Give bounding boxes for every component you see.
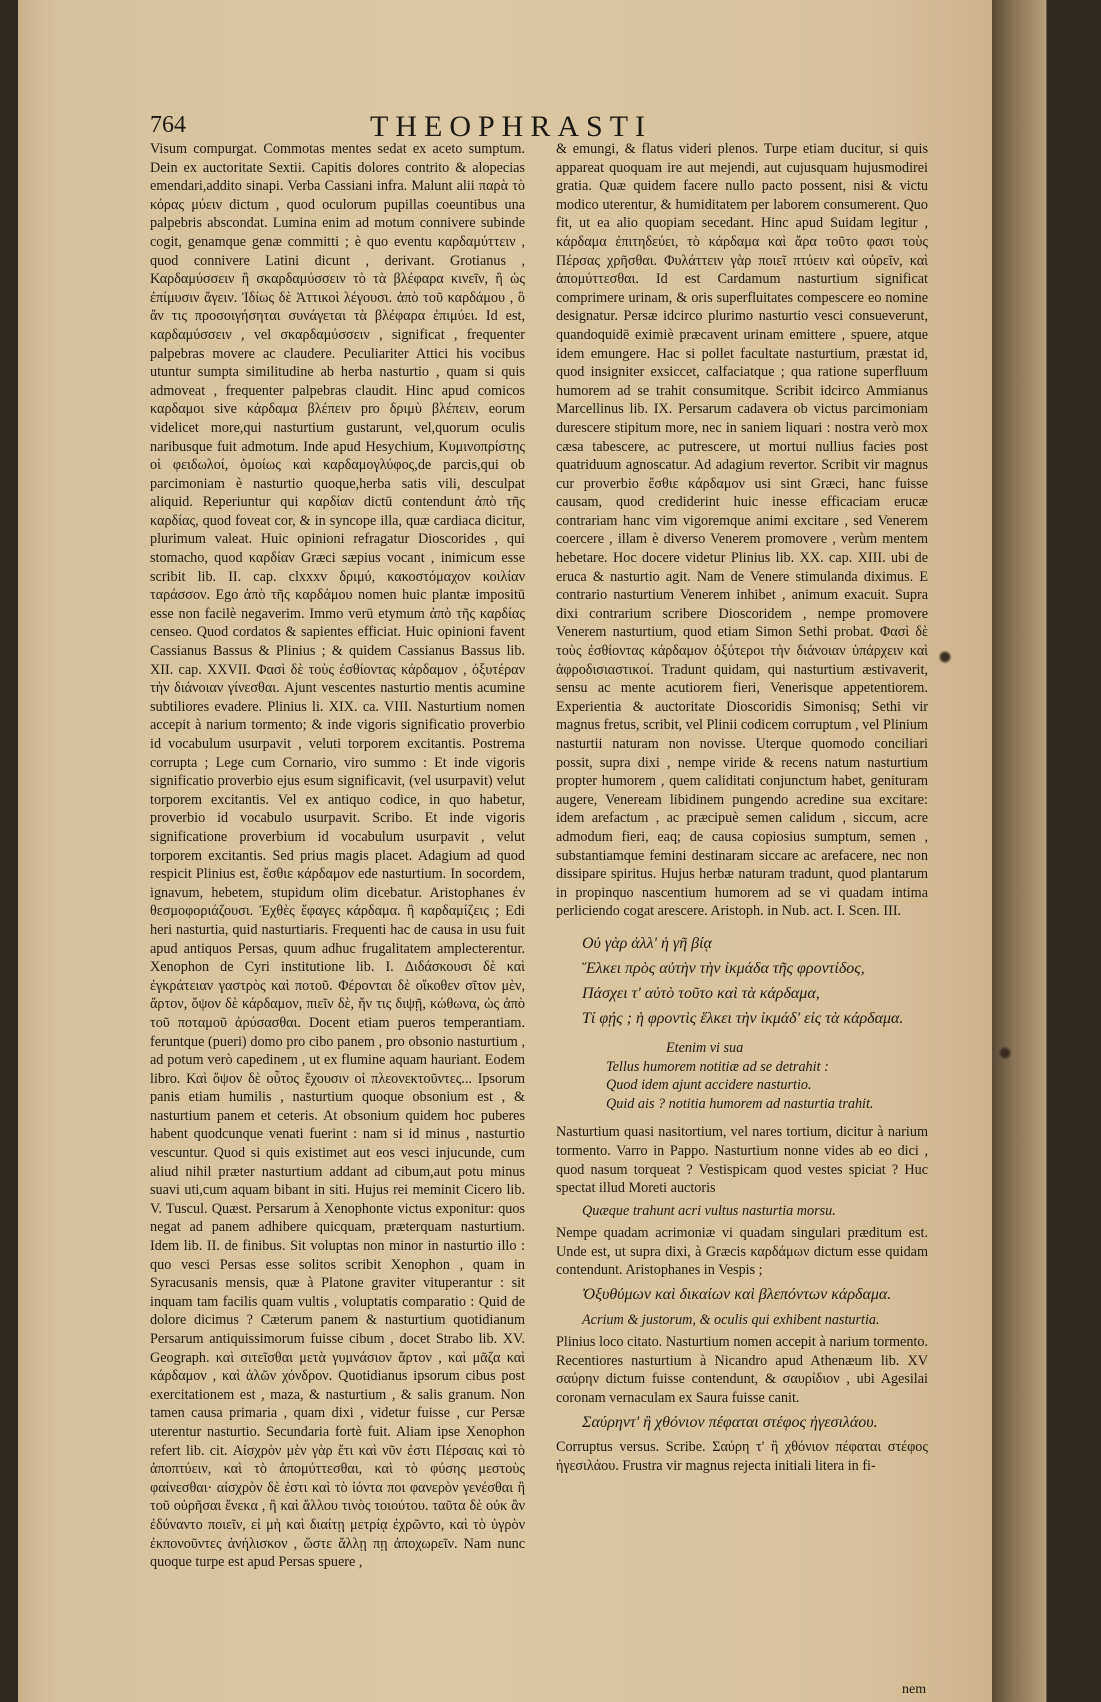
ink-blot: [938, 650, 952, 664]
latin-verse-head: Etenim vi sua: [666, 1039, 744, 1056]
latin-verse-line: Tellus humorem notitiæ ad se detrahit :: [606, 1058, 829, 1075]
nicander-greek-line: Σαύρηντ' ἢ χθόνιον πέφαται στέφος ἠγεσιλάου.: [582, 1413, 878, 1431]
pliny-paragraph: Plinius loco citato. Nasturtium nomen accepit à narium tormento. Recentiores nasturtium à Nicandro apud Athenæum lib. XV σαύρην dictum fuisse contendunt, & σαυρίδιον , ubi Agesilai coronam vernaculam ex Saura fuisse canit.: [556, 1334, 928, 1407]
latin-verse: [606, 1039, 928, 1113]
closing-paragraph: Corruptus versus. Scribe. Σαύρη τ' ἢ χθόνιον πέφαται στέφος ἠγεσιλάου. Frustra vir magnus rejecta initiali litera in fi-: [556, 1439, 928, 1474]
acrimony-paragraph: Nempe quadam acrimoniæ vi quadam singulari præditum est. Unde est, ut supra dixi, à Græcis καρδάμων dictum esse quidam contendunt. Aristophanes in Vespis ;: [556, 1225, 928, 1279]
running-title: THEOPHRASTI: [370, 110, 653, 143]
greek-verse-line: Τί φῄς ; ἡ φροντὶς ἕλκει τὴν ἰκμάδ' εἰς τὰ κάρδαμα.: [582, 1009, 904, 1027]
latin-verse-line: Quid ais ? notitia humorem ad nasturtia trahit.: [606, 1095, 874, 1112]
nasturtium-etymology-paragraph: Nasturtium quasi nasitortium, vel nares tortium, dicitur à narium tormento. Varro in Pappo. Nasturtium nonne vides ab eo dici , quod nasum torqueat ? Vestispicam quod vestes spiciat ? Huc spectat illud Moreti auctoris: [556, 1124, 928, 1197]
greek-verse-line: Ἕλκει πρὸς αὐτὴν τὴν ἰκμάδα τῆς φροντίδος,: [582, 959, 865, 977]
moretum-quote: Quæque trahunt acri vultus nasturtia morsu.: [582, 1202, 836, 1219]
right-intro-text: & emungi, & flatus videri plenos. Turpe etiam ducitur, si quis appareat quoquam ire aut mejendi, aut cujusquam hujusmodirei gratia. Quæ quidem facere nullo pacto possent, nisi & victu modico uterentur, & humiditatem per laborem consumerent. Quo fit, ut ea alio quopiam secedant. Hinc apud Suidam legitur , κάρδαμα ἐπιτηδεύει, τὸ κάρδαμα καὶ ἄρα τοῦτο φασι τοὺς Πέρσας χρῆσθαι. Φυλάττειν γὰρ ποιεῖ πτύειν καὶ οὐρεῖν, καὶ ἀπομύττεσθαι. Id est Cardamum nasturtium significat comprimere urinam, & oris superfluitates compescere eo nomine designatur. Persæ idcirco plurimo nasturtio vesci consueverunt, quandoquidē eximiè præcavent urinam emittere , spuere, atque idem emungere. Hac si pollet facultate nasturtium, præstat id, quod insigniter exsiccet, calfaciatque ; qua ratione superfluum humorem ad se trahit consumitque. Scribit idcirco Ammianus Marcellinus lib. IX. Persarum cadavera ob victus parcimoniam durescere stipitum more, nec in saniem liquari : nostra verò mox cæsa tabescere, ac putrescere, ut mortui nullius facies post quatriduum agnoscatur. Ad adagium revertor. Scribit vir magnus cur proverbio ἔσθιε κάρδαμον usi sint Græci, hanc fuisse causam, quod crediderint huic inesse efficaciam erucæ contrariam hanc vim vigoremque animi excitare , sed Venerem coercere , illam è diverso Venerem promovere , verùm mentem hebetare. Hoc docere videtur Plinius lib. XX. cap. XIII. ubi de eruca & nasturtio agit. Nam de Venere stimulanda diximus. E contrario nasturtium Venerem inhibet , animum exacuit. Supra dixi contrarium scribere Dioscoridem , nempe promovere Venerem nasturtium, quod etiam Simon Sethi probat. Φασὶ δὲ τοὺς ἐσθίοντας κάρδαμον ὀξύτεροι τὴν διάνοιαν ὑπάρχειν καὶ ἀφροδισιαστικοί. Tradunt quidam, qui nasturtium æstivaverit, sensu ac mente acutiorem fieri, Venerisque appetentiorem. Experientia & auctoritate Dioscoridis Simonisq; Sethi vir magnus fretus, scribit, vel Plinii codicem corruptum , vel Plinium nasturtii naturam non novisse. Uterque quomodo conciliari possit, supra dixi , nempe viride & recens natum nasturtium propter humorem , quem caliditati conjunctum habet, genituram augere, Veneream libidinem pungendo acredine sua excitare: idem arefactum , ac præcipuè semen calidum , siccum, acre admodum fieri, eaq; de causa copiosius sumptum, semen , substantiamque femini destinaram siccare ac arefacere, nec non dissipare spiritus. Hujus herbæ naturam tradunt, quod plantarum in propinquo nascentium humorem ad se vi quadam intima perliciendo cogat arescere. Aristoph. in Nub. act. I. Scen. III.: [556, 141, 928, 920]
catchword: nem: [902, 1682, 927, 1697]
page-number: 764: [150, 112, 186, 138]
left-column-text: Visum compurgat. Commotas mentes sedat ex aceto sumptum. Dein ex auctoritate Sextii. Capitis dolores contrito & alopecias emendari,addito sinapi. Verba Cassiani infra. Malunt alii παρὰ τὸ κόρας μύειν dictum , quod oculorum pupillas coeuntibus una palpebris abscondat. Lumina enim ad motum connivere subinde cogit, genamque genæ committi ; è quo eventu καρδαμύττειν , quod connivere Latini dicunt , derivant. Grotianus , Καρδαμύσσειν ἢ σκαρδαμύσσειν τὸ τὰ βλέφαρα κινεῖν, ἢ ὡς ἐπίμυσιν ἄγειν. Ἰδίως δὲ Ἀττικοὶ λέγουσι. ἀπὸ τοῦ καρδάμου , ὃ ἄν τις προσοιγήσηται συνάγεται τὰ βλέφαρα ἐπιμύει. Id est, καρδαμύσσειν , vel σκαρδαμύσσειν , significat , frequenter palpebras movere ac claudere. Peculiariter Attici his vocibus utuntur sumpta similitudine ab herba nasturtio , quam si quis admoveat , frequenter palpebras claudit. Hinc apud comicos καρδαμοι sive κάρδαμα βλέπειν pro δριμὺ βλέπειν, eorum videlicet more,qui nasturtium gustarunt, vel,quorum oculis naribusque fuit admotum. Inde apud Hesychium, Κυμινοπρίστης οἱ φειδωλοί, ὁμοίως καὶ καρδαμογλύφος,de parcis,qui ob parcimoniam è nasturtio quoque,herba satis vili, desculpat aliquid. Reperiuntur qui καρδίαν dictū contendunt ἀπὸ τῆς καρδίας, quod foveat cor, & in syncope illa, quæ cardiaca dicitur, plurimum valeat. Huic opinioni refragatur Dioscorides , qui stomacho, quod καρδίαν Græci sæpius vocant , inimicum esse scribit lib. II. cap. clxxxv δριμύ, κακοστόμαχον κοιλίαν ταράσσον. Ego ἀπὸ τῆς καρδάμου nomen huic plantæ impositū esse non facilè negaverim. Immo verū etymum ἀπὸ τῆς καρδίας censeo. Quod cordatos & sapientes efficiat. Huic opinioni favent Cassianus Bassus & Plinius ; & quidem Cassianus Bassus lib. XII. cap. XXVII. Φασὶ δὲ τοὺς ἐσθίοντας κάρδαμον , ὀξυτέραν τὴν διάνοιαν γίνεσθαι. Ajunt vescentes nasturtio mentis acumine subtiliores evadere. Plinius li. XIX. ca. VIII. Nasturtium nomen accepit à narium tormento; & inde vigoris significatio proverbio id vocabulum usurpavit , veluti torporem excitantis. Postrema corrupta ; Lege cum Cornario, viro summo : Et inde vigoris significatio proverbio ejus esum significavit, (vel usurpavit) velut torporem excitantis. Vel ex antiquo codice, in quo habetur, proverbio id vocabulo usurpavit. Scribo. Et inde vigoris significatione proverbium id vocabulum usurpavit , velut torporem excitantis. Sed prius magis placet. Adagium ad quod respicit Plinius est, ἔσθιε κάρδαμον ede nasturtium. In socordem, ignavum, hebetem, stupidum olim dicebatur. Aristophanes ἐν θεσμοφοριάζουσι. Ἐχθὲς ἔφαγες κάρδαμα. ἢ καρδαμίζεις ; Edi heri nasturtia, quid nasturtiaris. Frequenti hac de causa in usu fuit apud antiquos Persas, quum adhuc frugalitatem amplecterentur. Xenophon de Cyri institutione lib. I. Διδάσκουσι δὲ καὶ ἐγκράτειαν γαστρὸς καὶ ποτοῦ. Φέρονται δὲ οἴκοθεν σῖτον μὲν, ἄρτον, ὄψον δὲ κάρδαμον, πιεῖν δὲ, ἤν τις διψῇ, κώθωνα, ὡς ἀπὸ τοῦ ποταμοῦ ἀρύσασθαι. Docent etiam pueros temperantiam. feruntque (pueri) domo pro cibo panem , pro obsonio nasturtium , ad potum verò capedinem , ut ex flumine aquam hauriant. Eodem libro. Καὶ ὄψον δὲ οὗτος ἔχουσιν οἱ πλεονεκτοῦντες... Ipsorum panis etiam humilis , nasturtium quoque obsonium est , & nasturtium panem et ceteris. At obsonium quidem hoc puberes habent quodcunque venati fuerint : nam si id minus , nasturtio vescuntur. Quod si quis existimet aut eos vesci injucunde, cum aliud nihil præter nasturtium addant ad cibum,aut potu minus suavi uti,cum aquam bibant in siti. Hujus rei meminit Cicero lib. V. Tuscul. Quæst. Persarum à Xenophonte victus exponitur: quos negat ad panem adhibere quicquam, præterquam nasturtium. Idem lib. II. de finibus. Sit voluptas non minor in nasturtio illo : quo vesci Persas esse solitos scribit Xenophon , quam in Syracusanis mensis, quæ à Platone graviter vituperantur : sit inquam tam facilis quam vultis , voluptatis comparatio : Quid de dolore dicimus ? Cæterum panem & nasturtium quotidianum Persarum antiquissimorum fuisse cibum , docet Strabo lib. XV. Geograph. καὶ σιτεῖσθαι μετὰ γυμνάσιον ἄρτον , καὶ μᾶζα καὶ κάρδαμον , καὶ ἁλῶν χόνδρον. Quotidianus ipsorum cibus post exercitationem est , maza, & nasturtium , & salis granum. Non tamen causa primaria , quam dixi , videtur fuisse , cur Persæ uterentur nasturtio. Secundaria fortè fuit. Aliam ipse Xenophon refert lib. cit. Αἰσχρὸν μὲν γὰρ ἔτι καὶ νῦν ἐστι Πέρσαις καὶ τὸ ἀποπτύειν, καὶ τὸ ἀπομύττεσθαι, καὶ τὸ φύσης μεστοὺς φαίνεσθαι· αἰσχρὸν δὲ ἐστι καὶ τὸ ἰόντα ποι φανερὸν γενέσθαι ἢ τοῦ οὐρῆσαι ἕνεκα , ἢ καὶ ἄλλου τινὸς τοιούτου. ταῦτα δὲ οὐκ ἂν ἐδύναντο ποιεῖν, εἰ μὴ καὶ διαίτῃ μετρίᾳ ἐχρῶντο, καὶ τὸ ὑγρὸν ἐκπονοῦντες ἀνήλισκον , ὥστε ἄλλῃ πῃ ἀποχωρεῖν. Nam nunc quoque turpe est apud Persas spuere ,: [150, 141, 525, 1571]
latin-verse-line: Quod idem ajunt accidere nasturtio.: [606, 1077, 812, 1094]
left-column: [150, 140, 525, 1670]
greek-verse-line: Πάσχει τ' αὐτὸ τοῦτο καὶ τὰ κάρδαμα,: [582, 984, 820, 1002]
right-column: [556, 140, 928, 1670]
page-gutter: [992, 0, 1046, 1702]
ink-blot: [998, 1046, 1012, 1060]
greek-verse: [582, 931, 928, 1031]
aristophanes-greek-line: Ὀξυθύμων καὶ δικαίων καὶ βλεπόντων κάρδαμα.: [582, 1286, 892, 1304]
greek-verse-line: Οὐ γὰρ ἀλλ' ἡ γῆ βίᾳ: [582, 934, 712, 952]
aristophanes-translation: Acrium & justorum, & oculis qui exhibent nasturtia.: [582, 1311, 880, 1328]
